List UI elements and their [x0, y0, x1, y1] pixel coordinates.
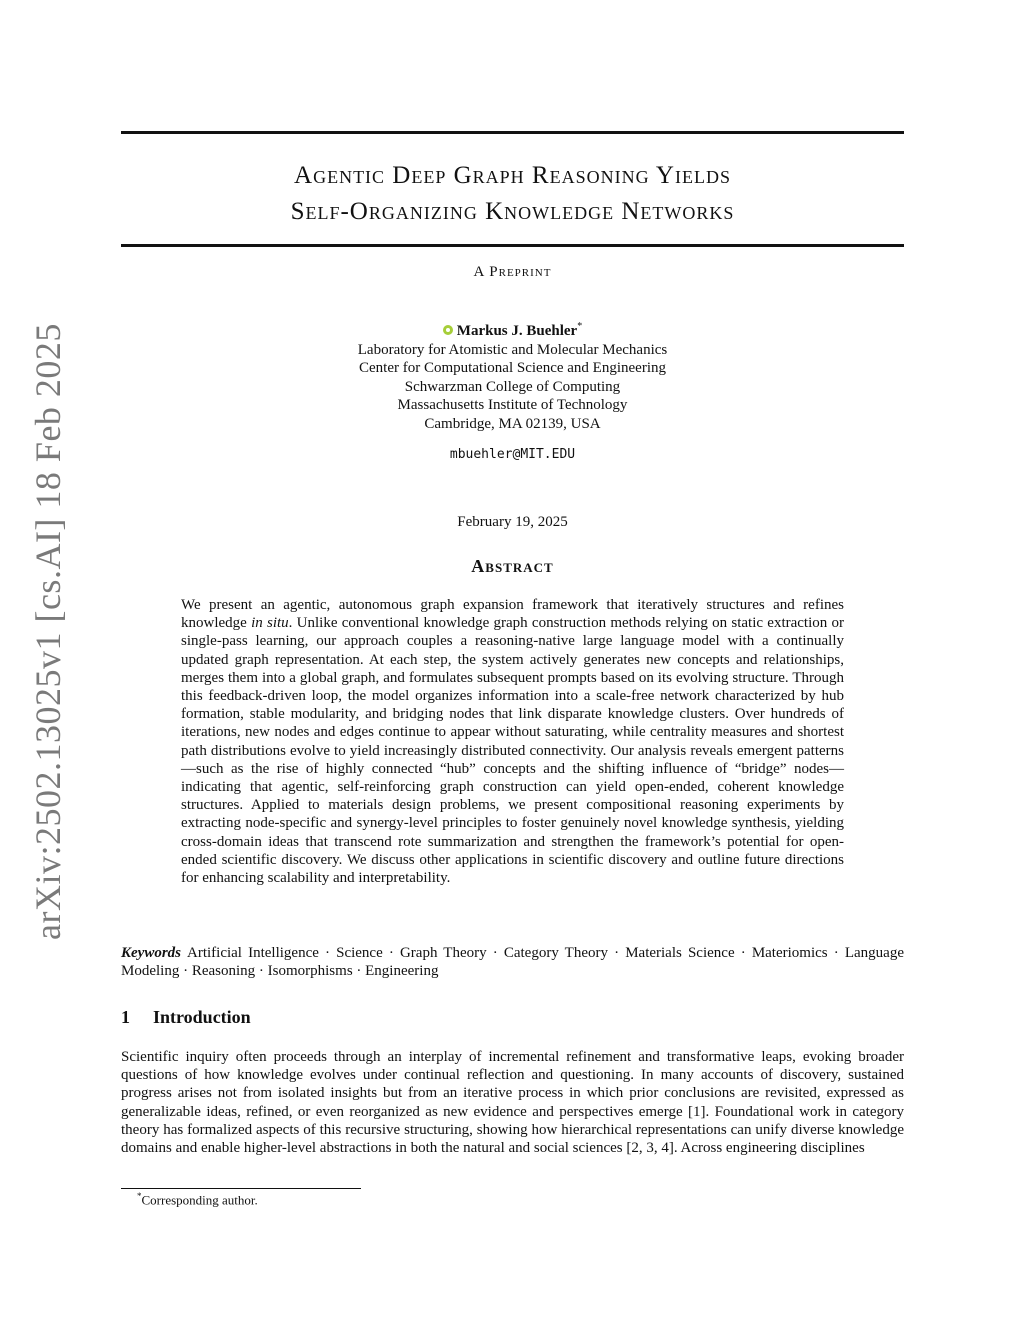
abstract-text-part: We present an agentic, autonomous graph expansion framework that iteratively structures and refines knowledge [181, 597, 844, 632]
title-line-2: Self-Organizing Knowledge Networks [290, 198, 735, 225]
section-heading [121, 1007, 904, 1028]
keywords-list: Artificial Intelligence · Science · Graph Theory · Category Theory · Materials Science · Materiomics · Language Modeling · Reasoning · Isomorphisms · Engineering [121, 945, 904, 979]
affiliation-line: Schwarzman College of Computing [404, 378, 621, 395]
abstract-text-part: . Unlike conventional knowledge graph construction methods relying on static extraction or single-pass learning, our approach couples a reasoning-native large language model with a continually updated graph representation. At each step, the system actively generates new concepts and relationships, merges them into a global graph, and formulates subsequent prompts based on its evolving structure. Through this feedback-driven loop, the model organizes information into a scale-free network characterized by hub formation, stable modularity, and bridging nodes that link disparate knowledge clusters. Over hundreds of iterations, new nodes and edges continue to appear without saturating, while centrality measures and shortest path distributions evolve to yield increasingly distributed connectivity. Our analysis reveals emergent patterns—such as the rise of highly connected “hub” concepts and the shifting influence of “bridge” nodes—indicating that agentic, self-reinforcing graph construction can yield open-ended, coherent knowledge structures. Applied to materials design problems, we present compositional reasoning experiments by extracting node-specific and synergy-level principles to foster genuinely novel knowledge synthesis, yielding cross-domain ideas that transcend rote summarization and strengthen the framework’s potential for open-ended scientific discovery. We discuss other applications in scientific discovery and outline future directions for enhancing scalability and interpretability. [181, 615, 845, 887]
author-email[interactable]: mbuehler@MIT.EDU [449, 447, 576, 462]
affiliation-line: Cambridge, MA 02139, USA [424, 415, 601, 432]
author-name: Markus J. Buehler [456, 323, 578, 339]
keywords-block [121, 944, 904, 980]
introduction-paragraph: Scientific inquiry often proceeds through an interplay of incremental refinement and transformative leaps, evoking broader questions of how knowledge evolves under continual reflection and questioning. In many accounts of discovery, sustained progress arises not from isolated insights but from an iterative process in which prior conclusions are revisited, expressed as generalizable ideas, refined, or even reorganized as new evidence and perspectives emerge [1]. Foundational work in category theory has formalized aspects of this recursive structuring, showing how hierarchical representations can unify diverse knowledge domains and enable higher-level abstractions in both the natural and social sciences [2, 3, 4]. Across engineering disciplines [121, 1049, 904, 1157]
abstract-italic-phrase: in situ [251, 615, 289, 632]
publication-date: February 19, 2025 [457, 514, 568, 530]
footnote-text: Corresponding author. [141, 1192, 258, 1208]
arxiv-identifier-stamp: arXiv:2502.13025v1 [cs.AI] 18 Feb 2025 [28, 323, 68, 940]
author-footnote-mark: * [577, 321, 583, 332]
title-top-rule [121, 131, 904, 134]
orcid-icon[interactable] [443, 325, 453, 335]
abstract-body [181, 596, 844, 887]
footnote-mark: * [137, 1191, 142, 1201]
title-bottom-rule [121, 244, 904, 247]
abstract-heading: Abstract [471, 556, 554, 576]
affiliation-line: Laboratory for Atomistic and Molecular Mechanics [357, 341, 668, 358]
footnote-rule [121, 1188, 361, 1189]
footnote [137, 1191, 897, 1208]
keywords-label: Keywords [121, 945, 181, 961]
section-title: Introduction [153, 1007, 251, 1027]
author-block [121, 318, 904, 433]
preprint-label: A Preprint [473, 264, 552, 280]
affiliation-line: Massachusetts Institute of Technology [397, 397, 628, 413]
title-line-1: Agentic Deep Graph Reasoning Yields [294, 162, 731, 189]
affiliation-line: Center for Computational Science and Engineering [359, 360, 666, 376]
paper-title [121, 158, 904, 230]
author-line [121, 318, 904, 341]
section-number: 1 [121, 1007, 130, 1027]
